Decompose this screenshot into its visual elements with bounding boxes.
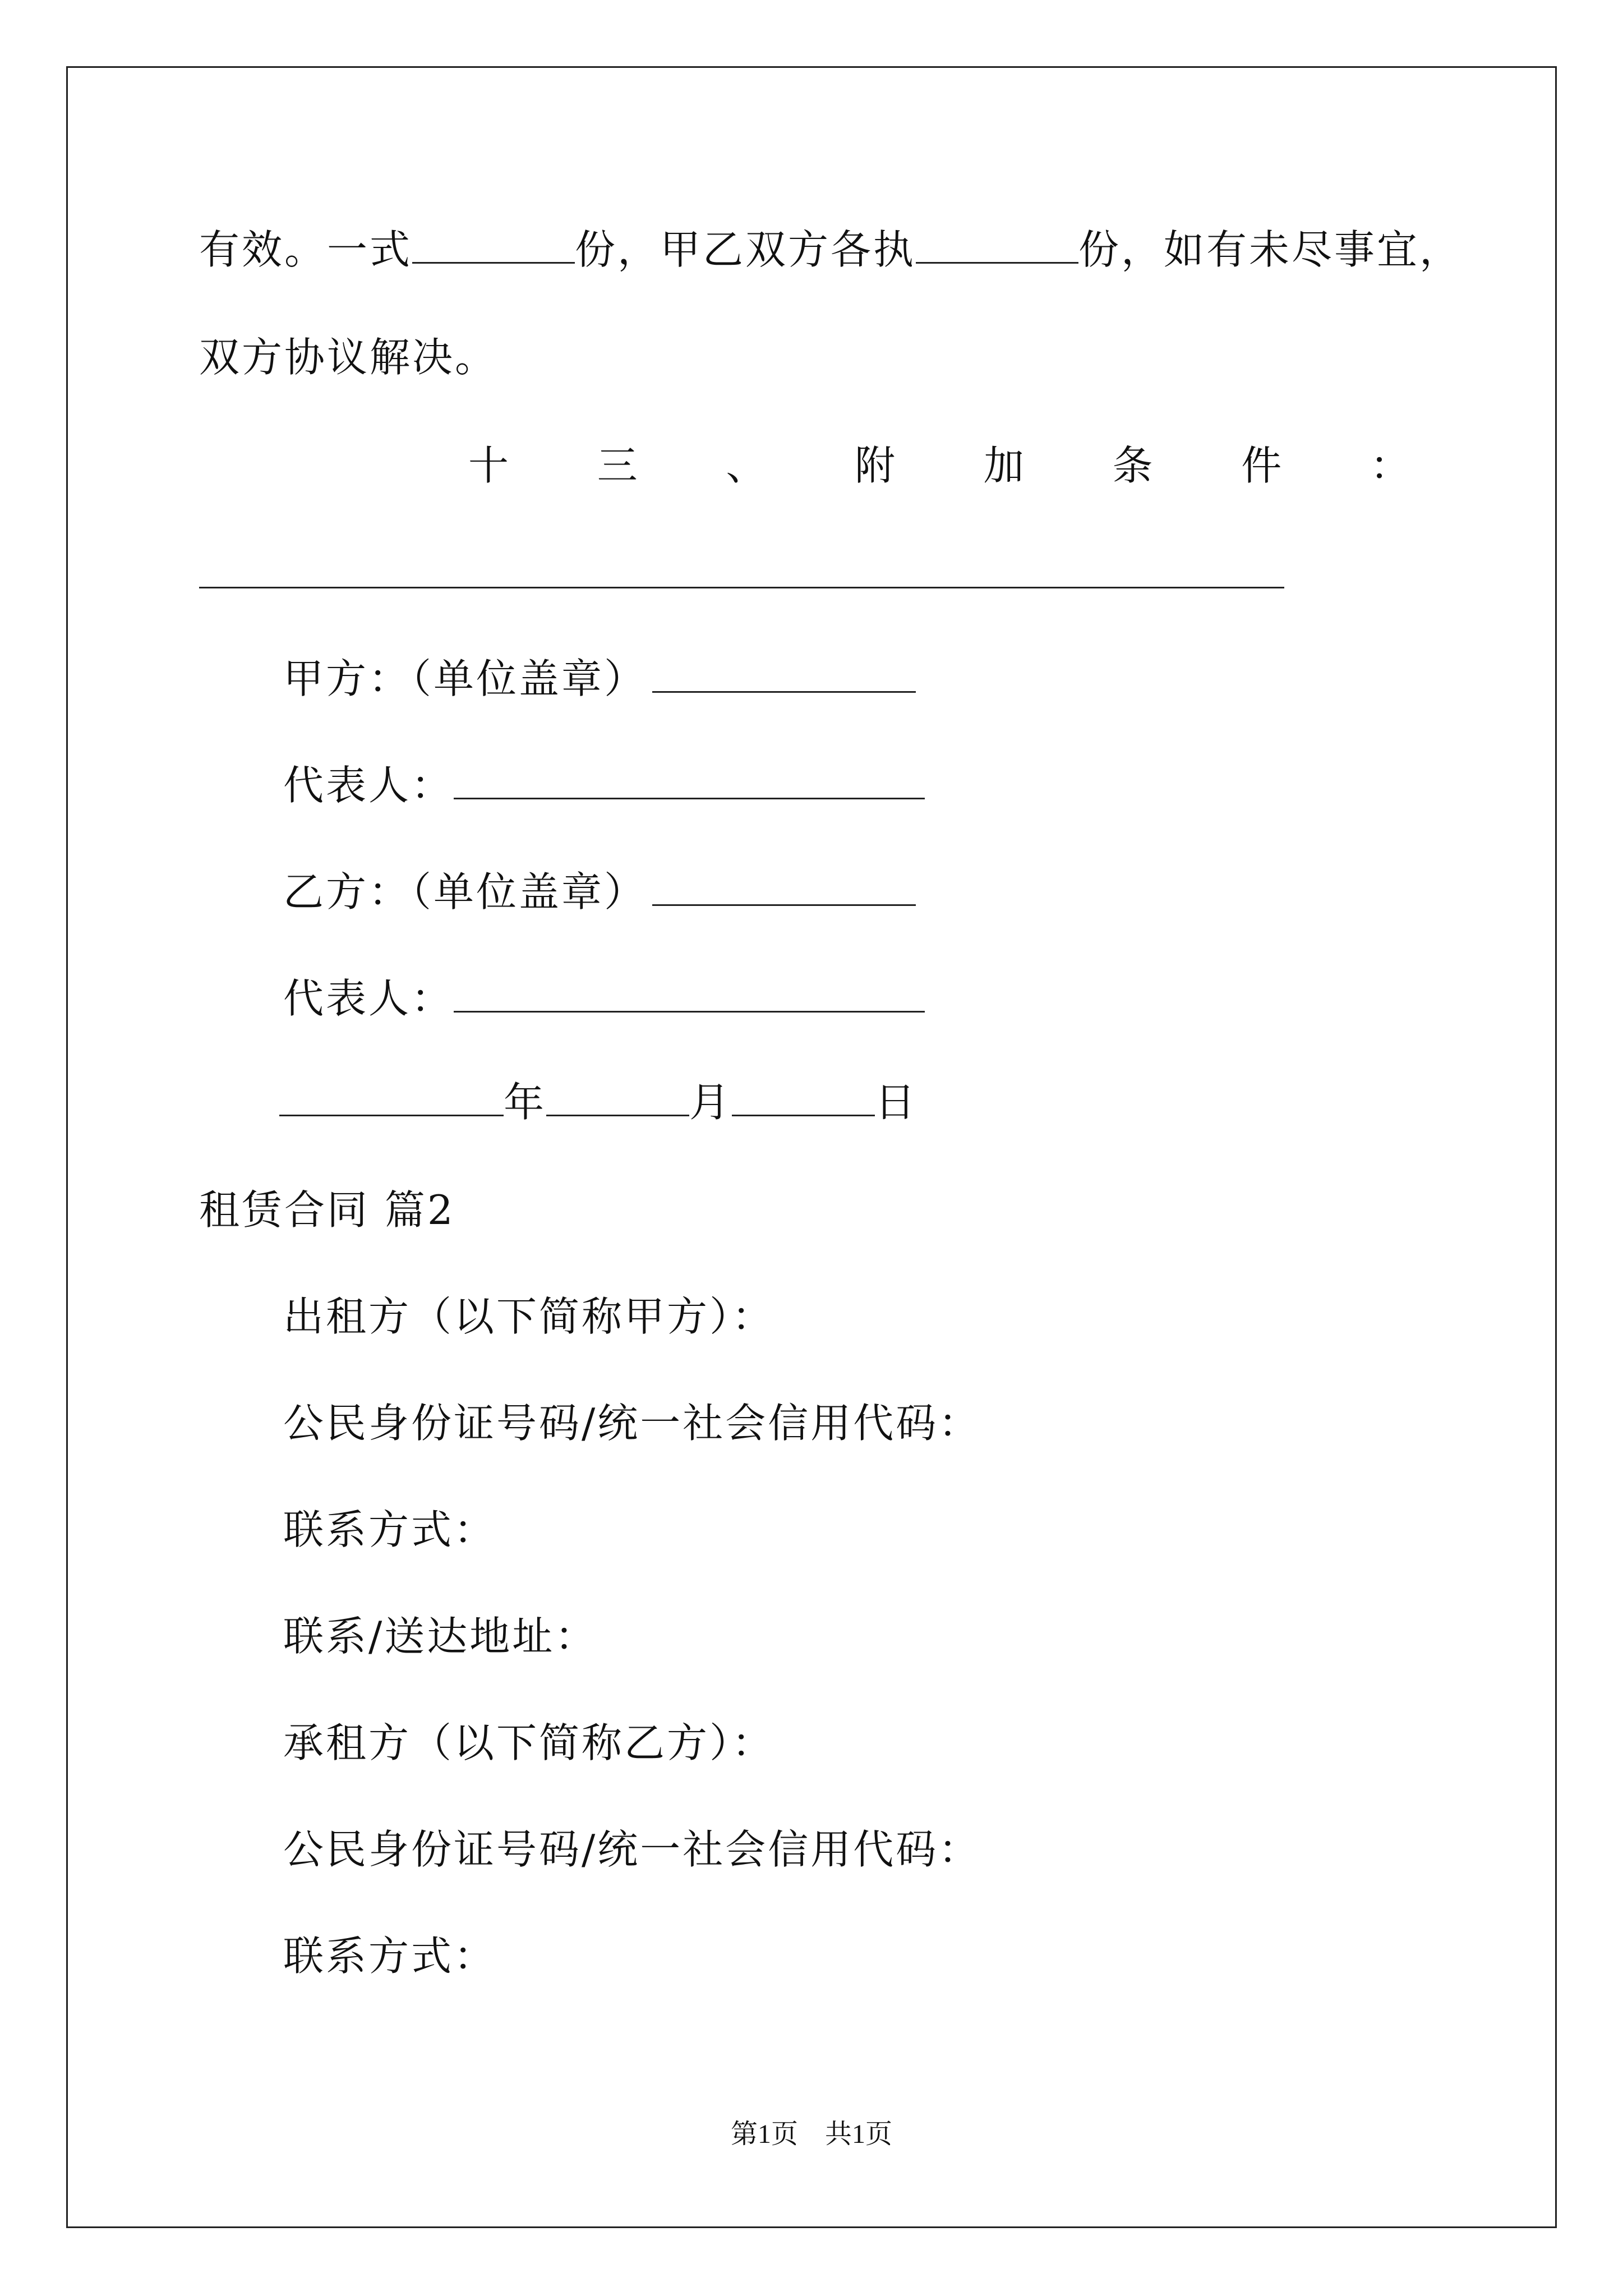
heading-char: 附 [855, 442, 896, 489]
paragraph-line-negotiation [199, 332, 497, 383]
year-blank[interactable] [279, 1080, 504, 1116]
lessor-address-line [283, 1611, 597, 1662]
heading-char: 件 [1241, 442, 1282, 489]
lessor-id-label: 公民身份证号码/统一社会信用代码： [283, 1400, 981, 1447]
day-blank[interactable] [732, 1080, 875, 1116]
text-negotiation: 双方协议解决。 [199, 334, 498, 381]
date-line [279, 1077, 917, 1128]
contract-heading-2-text: 租赁合同 篇2 [199, 1186, 455, 1234]
lessee-label: 承租方（以下简称乙方）： [283, 1719, 775, 1766]
copies-each-blank[interactable] [916, 227, 1078, 264]
page-footer: 第1页 共1页 [730, 2119, 892, 2149]
party-a-seal-line [283, 654, 916, 704]
month-blank[interactable] [546, 1080, 689, 1116]
text-effective: 有效。一式 [199, 226, 413, 273]
heading-char: 、 [726, 442, 767, 489]
day-label: 日 [875, 1079, 918, 1126]
month-label: 月 [689, 1079, 732, 1126]
section-13-heading [199, 440, 1410, 491]
party-b-rep-label: 代表人： [283, 975, 454, 1022]
page-frame [66, 66, 1557, 2228]
heading-char: 十 [468, 442, 509, 489]
year-label: 年 [504, 1079, 547, 1126]
lessor-label: 出租方（以下简称甲方）： [283, 1293, 775, 1340]
lessee-id-label: 公民身份证号码/统一社会信用代码： [283, 1826, 981, 1873]
lessor-address-label: 联系/送达地址： [283, 1613, 598, 1660]
lessor-contact-line [283, 1504, 496, 1555]
contract-heading-2 [199, 1185, 455, 1235]
lessor-line [283, 1291, 774, 1342]
party-a-rep-blank[interactable] [454, 763, 925, 799]
party-b-seal-line [283, 867, 916, 917]
additional-terms-blank[interactable] [199, 587, 1284, 588]
lessor-id-line [283, 1398, 981, 1448]
lessor-contact-label: 联系方式： [283, 1506, 497, 1553]
heading-char: 加 [983, 442, 1024, 489]
heading-char: ： [1370, 442, 1410, 489]
party-b-seal-blank[interactable] [652, 869, 916, 906]
text-unfinished: 份，如有未尽事宜， [1078, 226, 1463, 273]
lessee-id-line [283, 1824, 981, 1875]
lessee-line [283, 1718, 774, 1768]
copies-total-blank[interactable] [412, 227, 575, 264]
party-b-rep-blank[interactable] [454, 976, 925, 1013]
party-b-rep-line [283, 973, 925, 1024]
lessee-contact-label: 联系方式： [283, 1932, 497, 1980]
paragraph-line-effective [199, 224, 1462, 275]
heading-char: 三 [597, 442, 638, 489]
party-b-seal-label: 乙方：（单位盖章） [283, 868, 647, 915]
party-a-rep-line [283, 760, 925, 811]
party-a-seal-blank[interactable] [652, 656, 916, 693]
text-each-party: 份，甲乙双方各执 [575, 226, 916, 273]
party-a-rep-label: 代表人： [283, 762, 454, 809]
heading-char: 条 [1112, 442, 1153, 489]
party-a-seal-label: 甲方：（单位盖章） [283, 655, 647, 702]
lessee-contact-line [283, 1931, 496, 1981]
